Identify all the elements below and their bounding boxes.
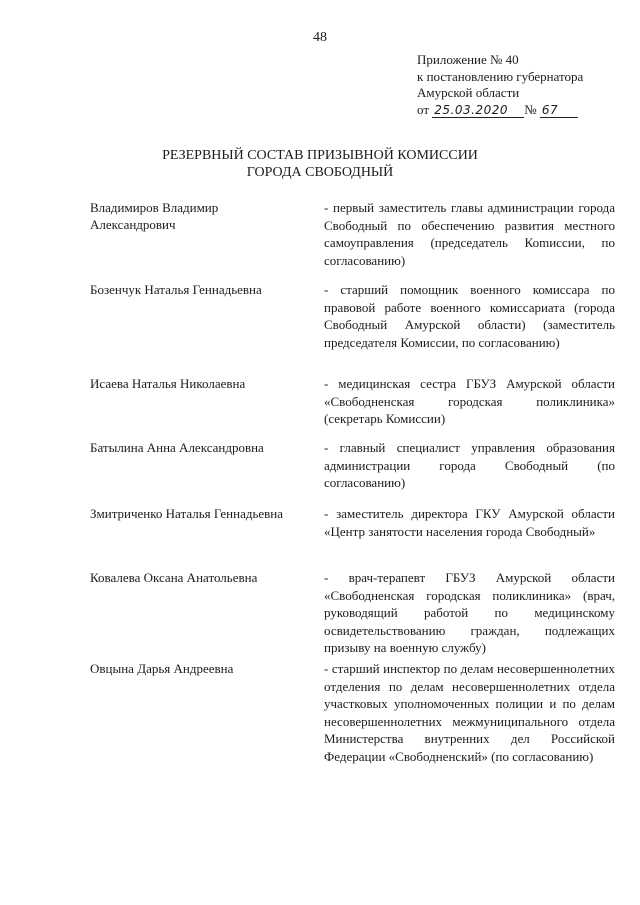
appendix-number: Приложение № 40 bbox=[417, 52, 519, 67]
title-line-2: ГОРОДА СВОБОДНЫЙ bbox=[246, 165, 394, 180]
member-role: - первый заместитель главы администрации города Свободный по обеспечению развития местного самоуправления (председатель Коmиссии, по согласованию) bbox=[324, 200, 615, 268]
appendix-header bbox=[417, 52, 632, 118]
appendix-date-line bbox=[417, 102, 632, 119]
member-role: - медицинская сестра ГБУЗ Амурской области «Свободненская городская поликлиника» (секретарь Комиссии) bbox=[324, 376, 615, 426]
appendix-region: Амурской области bbox=[417, 85, 520, 100]
member-name: Ковалева Оксана Анатольевна bbox=[90, 570, 258, 585]
page-number: 48 bbox=[313, 30, 327, 45]
member-role: - старший помощник военного комиссара по правовой работе военного комиссариата (города Свободный Амурской области) (заместитель председателя Комиссии, по согласованию) bbox=[324, 282, 615, 350]
member-role: - главный специалист управления образования администрации города Свободный (по согласованию) bbox=[324, 440, 615, 490]
member-name: Овцына Дарья Андреевна bbox=[90, 661, 234, 676]
date-prefix: от bbox=[417, 101, 430, 117]
member-name: Владимиров Владимир Александрович bbox=[90, 200, 219, 232]
member-role: - старший инспектор по делам несовершеннолетних отделения по делам несовершеннолетних отдела участковых уполномоченных полиции и по делам несовершеннолетних межмуниципального отдела Министерства внутренних дел Российской Федерации «Свободненский» (по согласованию) bbox=[324, 661, 615, 764]
member-role: - заместитель директора ГКУ Амурской области «Центр занятости населения города Свободный» bbox=[324, 506, 615, 539]
title-line-1: РЕЗЕРВНЫЙ СОСТАВ ПРИЗЫВНОЙ КОМИССИИ bbox=[162, 148, 478, 163]
handwritten-number: 67 bbox=[540, 103, 578, 118]
member-name: Бозенчук Наталья Геннадьевна bbox=[90, 282, 262, 297]
document-title bbox=[0, 147, 640, 181]
member-name: Батылина Анна Александровна bbox=[90, 440, 264, 455]
handwritten-date: 25.03.2020 bbox=[432, 103, 524, 118]
member-name: Змитриченко Наталья Геннадьевна bbox=[90, 506, 284, 521]
member-name: Исаева Наталья Николаевна bbox=[90, 376, 246, 391]
member-role: - врач-терапевт ГБУЗ Амурской области «Свободненская городская поликлиника» (врач, руководящий работой по медицинскому освидетельствованию граждан, подлежащих призыву на военную службу) bbox=[324, 570, 615, 655]
number-prefix: № bbox=[524, 101, 537, 117]
appendix-resolution: к постановлению губернатора bbox=[417, 68, 584, 84]
